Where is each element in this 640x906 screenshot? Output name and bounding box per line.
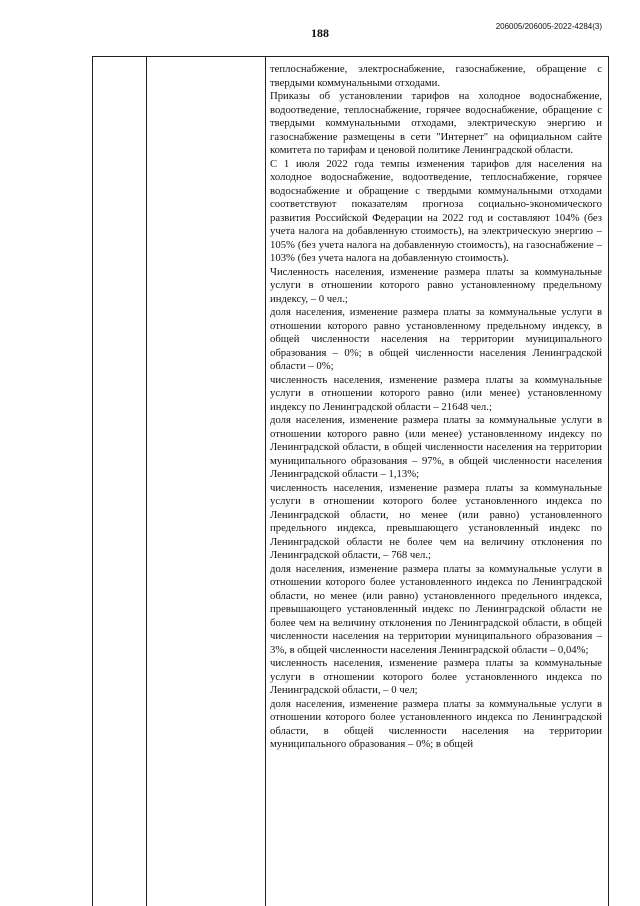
document-table bbox=[92, 56, 609, 906]
paragraph: доля населения, изменение размера платы за коммунальные услуги в отношении которого равно установленному предельному индексу, в общей численности населения на территории муниципального образования – 0%; в общей численности населения Ленинградской области – 0%; bbox=[270, 306, 602, 372]
paragraph: доля населения, изменение размера платы за коммунальные услуги в отношении которого равно (или менее) установленному индексу по Ленинградской области, в общей численности населения на территории муниципального образования – 97%, в общей численности населения Ленинградской области – 1,13%; bbox=[270, 414, 602, 480]
paragraph: доля населения, изменение размера платы за коммунальные услуги в отношении которого более установленного индекса по Ленинградской области, в общей численности населения на территории муниципального образования – 0%; в общей bbox=[270, 697, 602, 750]
document-id: 206005/206005-2022-4284(3) bbox=[495, 22, 602, 31]
paragraph: Численность населения, изменение размера платы за коммунальные услуги в отношении которого равно установленному предельному индексу, – 0 чел.; bbox=[270, 265, 602, 305]
paragraph: численность населения, изменение размера платы за коммунальные услуги в отношении которого равно (или менее) установленному индексу по Ленинградской области – 21648 чел.; bbox=[270, 373, 602, 413]
paragraph: численность населения, изменение размера платы за коммунальные услуги в отношении которого более установленного индекса по Ленинградской области, – 0 чел; bbox=[270, 657, 602, 696]
paragraph: С 1 июля 2022 года темпы изменения тарифов для населения на холодное водоснабжение, водоотведение, теплоснабжение, горячее водоснабжение и обращение с твердыми коммунальными отходами соответствуют показателям прогноза социально-экономического развития Российской Федерации на 2022 год и составляют 104% (без учета налога на добавленную стоимость), на электрическую энергию – 105% (без учета налога на добавленную стоимость), на газоснабжение – 103% (без учета налога на добавленную стоимость). bbox=[270, 157, 602, 264]
table-cell-text bbox=[270, 63, 602, 752]
column-divider-1 bbox=[146, 57, 147, 906]
paragraph: доля населения, изменение размера платы за коммунальные услуги в отношении которого более установленного индекса по Ленинградской области, но менее (или равно) установленного предельного индекса, превышающего установленный индекс по Ленинградской области не более чем на величину отклонения по Ленинградской области, в общей численности населения на территории муниципального образования – 3%, в общей численности населения Ленинградской области – 0,04%; bbox=[270, 562, 602, 656]
paragraph: численность населения, изменение размера платы за коммунальные услуги в отношении которого более установленного индекса по Ленинградской области, но менее (или равно) установленного предельного индекса, превышающего установленный индекс по Ленинградской области не более чем на величину отклонения по Ленинградской области, – 768 чел.; bbox=[270, 481, 602, 561]
paragraph: Приказы об установлении тарифов на холодное водоснабжение, водоотведение, теплоснабжение, горячее водоснабжение, обращение с твердыми коммунальными отходами, электрическую энергию и газоснабжение размещены в сети "Интернет" на официальном сайте комитета по тарифам и ценовой политике Ленинградской области. bbox=[270, 90, 602, 156]
page-number: 188 bbox=[311, 26, 329, 40]
column-divider-2 bbox=[265, 57, 266, 906]
paragraph: теплоснабжение, электроснабжение, газоснабжение, обращение с твердыми коммунальными отходами. bbox=[270, 63, 602, 89]
